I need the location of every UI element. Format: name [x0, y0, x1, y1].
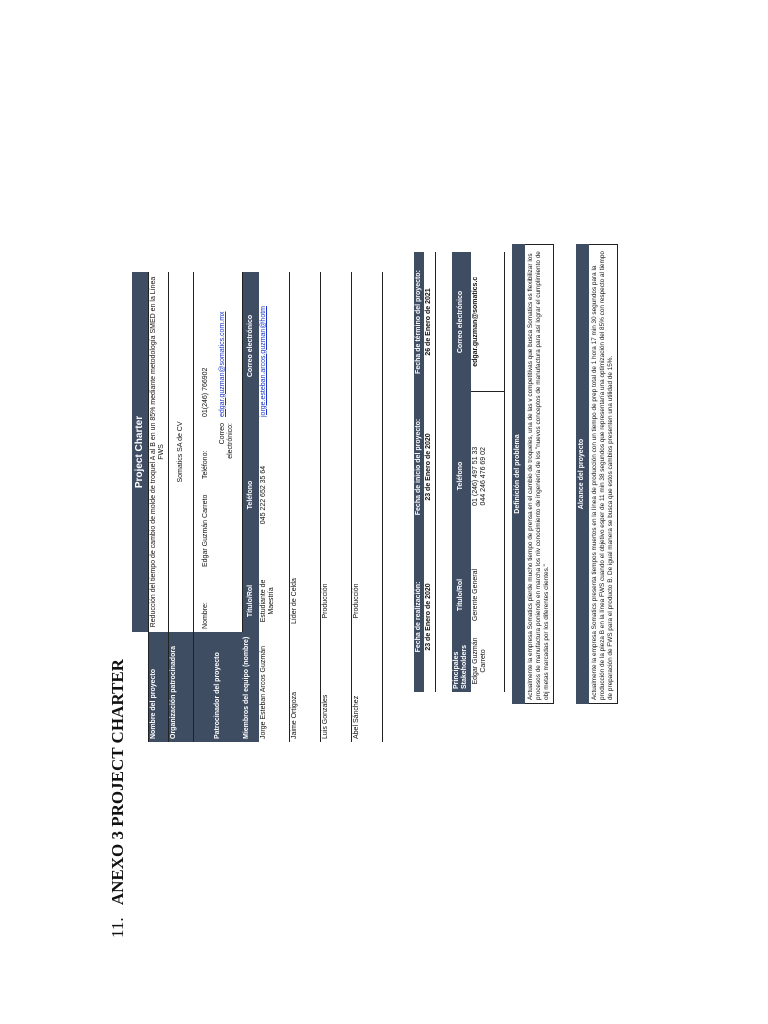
date-end: 26 de Enero de 2021 [424, 252, 435, 392]
scope-title: Alcance del proyecto [576, 244, 589, 704]
sponsor-org-value: Somatics SA de CV [168, 272, 193, 632]
team-member-role: Producción [351, 570, 382, 632]
stakeholder-role: Gerente General [471, 560, 505, 630]
team-header-email: Correo electrónico [242, 272, 259, 420]
problem-text: Actualmente la empresa Somatics pierde mucho tiempo de prensa en el cambio de troqueles, una de las v competitivas que busca Somatics es flexibilizar los procesos de manufactura poniendo en marcha los niv conocimiento de ingeniería de los "nuevos conceptos de manufactura para así lograr el cumplimiento de obj metas marcadas por los diferentes clientes." [525, 244, 554, 704]
stake-header-role: Título/Rol [452, 560, 471, 630]
team-header-phone: Teléfono [242, 420, 259, 570]
charter-title: Project Charter [132, 272, 149, 632]
section-heading [108, 659, 128, 938]
problem-title: Definición del problema [512, 244, 525, 704]
date-realization: 23 de Enero de 2020 [424, 542, 435, 692]
team-member-name: Luis Gonzales [320, 632, 351, 742]
scope-section [576, 244, 618, 704]
date-header-start: Fecha de inicio del proyecto: [414, 392, 424, 542]
stakeholder-name: Edgar Guzmán Carreto [471, 630, 505, 692]
stakeholders-table [452, 252, 505, 692]
team-member-name: Jorge Esteban Arcos Guzmán [259, 632, 290, 742]
team-member-role: Líder de Celda [289, 570, 320, 632]
team-member-name: Abel Sánchez [351, 632, 382, 742]
team-member-email[interactable]: jorge.esteban.arcos.guzman@hotm [259, 306, 267, 417]
problem-section [512, 244, 554, 704]
email-label: Correo electrónico: [218, 420, 243, 482]
stakeholder-email[interactable]: edgar.guzman@somatics.c [471, 252, 505, 392]
date-header-end: Fecha de término del proyecto: [414, 252, 424, 392]
section-number: 11. [108, 917, 127, 938]
stakeholder-phone: 01 (246) 497 51 33 044 246 476 69 02 [471, 392, 505, 560]
dates-table [414, 252, 436, 692]
email-link[interactable]: edgar.guzman@somatics.com.mx [218, 311, 226, 417]
project-name-value: Reducción del tiempo de cambio de molde de troquel A al B en un 85% mediante metodología SMED en la Línea FWS [149, 272, 169, 632]
stake-header-phone: Teléfono [452, 392, 471, 560]
name-label: Nombre: [201, 602, 209, 629]
scope-text: Actualmente la empresa Somatics presenta tiempos muertos en la línea de producción con un tiempo de prep total de 1 hora 17 min 30 segundos para la producción de la pieza B en la línea FWS cuando el objetivo esper de 11 min 38 segundos que representaría una optimización del 85% con respecto al tiempo de preparación de FWS para el producto B. De igual manera se busca que estos cambios presenten una utilidad de 15%. [589, 244, 618, 704]
project-charter-table [132, 272, 383, 742]
project-name-label: Nombre del proyecto [149, 632, 169, 742]
team-member-name: Jaime Ortigoza [289, 632, 320, 742]
name-value: Edgar Guzmán Carreto [201, 494, 209, 567]
team-header-name: Miembros del equipo (nombre) [242, 632, 259, 742]
phone-value: 01(246) 766902 [201, 367, 209, 417]
team-member-phone: 045 222 652 35 64 [259, 420, 290, 570]
team-member-role: Producción [320, 570, 351, 632]
section-title: ANEXO 3 PROJECT CHARTER [108, 659, 127, 906]
date-header-realization: Fecha de realización: [414, 542, 424, 692]
team-member-role: Estudiante de Maestría [259, 570, 290, 632]
sponsor-org-label: Organización patrocinadora [168, 632, 193, 742]
team-header-role: Título/Rol [242, 570, 259, 632]
date-start: 23 de Enero de 2020 [424, 392, 435, 542]
stake-header-name: Principales Stakeholders [452, 630, 471, 692]
stake-header-email: Correo electrónico [452, 252, 471, 392]
phone-label: Teléfono: [201, 450, 209, 479]
sponsor-label: Patrocinador del proyecto [193, 632, 242, 742]
